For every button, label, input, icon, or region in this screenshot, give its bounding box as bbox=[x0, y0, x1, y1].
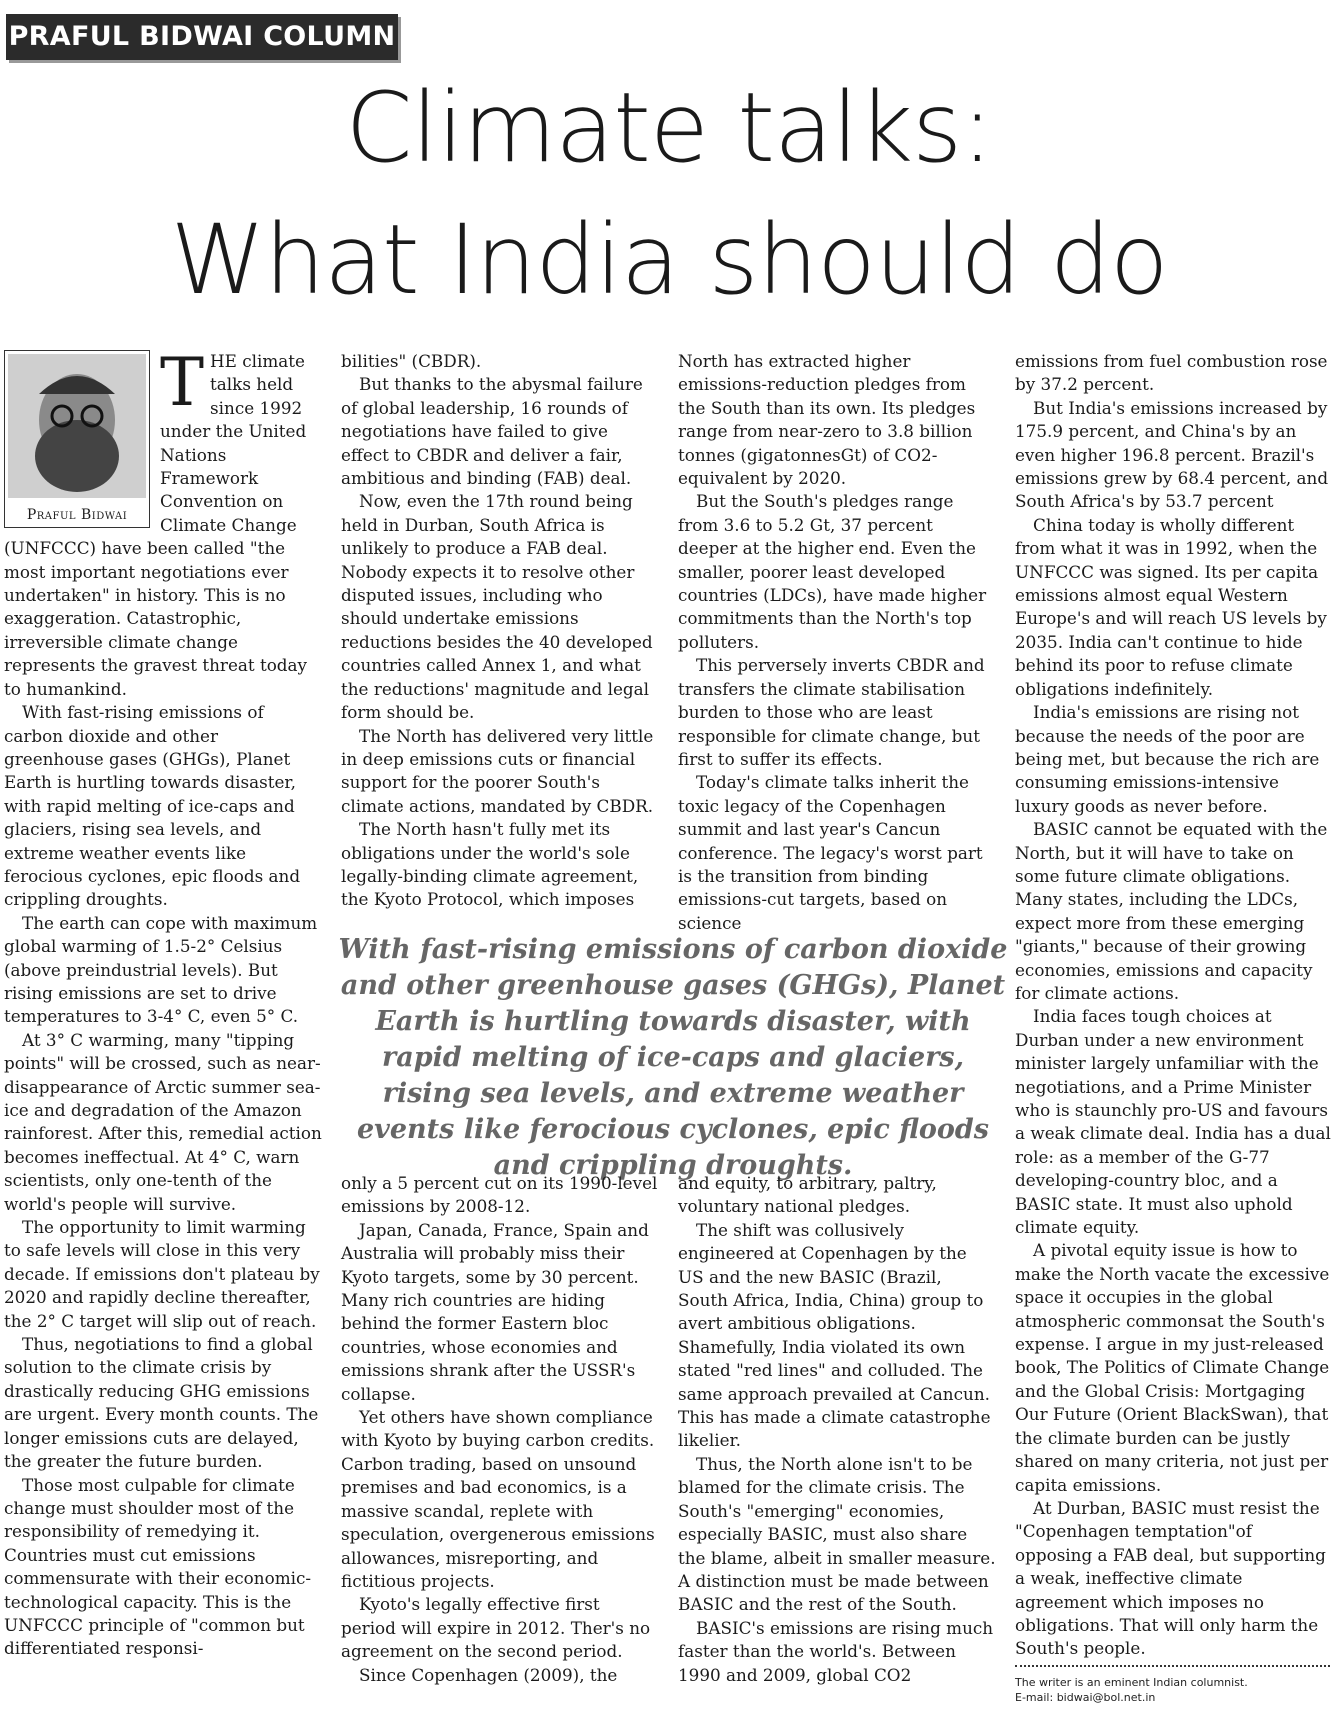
paragraph: Thus, the North alone isn't to be blamed for the climate crisis. The South's "emerging" economies, especially BASIC, must also share the blame, albeit in smaller measure. A distinction must be made between BASIC and the rest of the South. bbox=[678, 1453, 996, 1615]
column-1-paragraphs bbox=[4, 701, 322, 1661]
footnote-line-1: The writer is an eminent Indian columnist. bbox=[1015, 1676, 1248, 1689]
paragraph: But thanks to the abysmal failure of global leadership, 16 rounds of negotiations have failed to give effect to CBDR and deliver a fair, ambitious and binding (FAB) deal. bbox=[341, 374, 643, 489]
drop-cap: T bbox=[160, 344, 205, 421]
paragraph: only a 5 percent cut on its 1990-level emissions by 2008-12. bbox=[341, 1173, 658, 1217]
paragraph: The earth can cope with maximum global warming of 1.5-2° Celsius (above preindustrial levels). But rising emissions are set to drive temperatures to 3-4° C, even 5° C. bbox=[4, 912, 318, 1027]
paragraph: Those most culpable for climate change must shoulder most of the responsibility of remedying it. Countries must cut emissions commensurate with their economic-technological capacity. This is the UNFCCC principle of "common but differentiated responsi- bbox=[4, 1474, 312, 1659]
paragraph: A pivotal equity issue is how to make the North vacate the excessive space it occupies in the global atmospheric commonsat the South's expense. I argue in my just-released book, The Politics of Climate Change and the Global Crisis: Mortgaging Our Future (Orient BlackSwan), that the climate burden can be justly shared on many criteria, not just per capita emissions. bbox=[1015, 1240, 1330, 1495]
column-1 bbox=[4, 344, 322, 1715]
paragraph: With fast-rising emissions of carbon dioxide and other greenhouse gases (GHGs), Planet Earth is hurtling towards disaster, with rapid melting of ice-caps and glaciers, rising sea levels, and extreme weather events like ferocious cyclones, epic floods and crippling droughts. bbox=[4, 702, 301, 910]
column-2-top bbox=[341, 350, 659, 914]
photo-caption: Praful Bidwai bbox=[26, 507, 128, 524]
headline-line-2: What India should do bbox=[170, 204, 1168, 316]
column-3-top bbox=[678, 350, 996, 933]
author-portrait-icon bbox=[8, 354, 146, 498]
column-4 bbox=[1015, 350, 1333, 1659]
paragraph: BASIC's emissions are rising much faster than the world's. Between 1990 and 2009, global CO2 bbox=[678, 1617, 994, 1685]
column-2-top-paragraphs bbox=[341, 373, 659, 911]
paragraph: bilities" (CBDR). bbox=[341, 351, 482, 371]
paragraph: Today's climate talks inherit the toxic legacy of the Copenhagen summit and last year's Cancun conference. The legacy's worst part is the transition from binding emissions-cut targets, based on science bbox=[678, 772, 983, 933]
column-3-bottom bbox=[678, 1172, 996, 1715]
column-3-top-paragraphs bbox=[678, 490, 996, 935]
paragraph: Since Copenhagen (2009), the bbox=[359, 1664, 618, 1685]
paragraph: HE climate talks held since 1992 under the United Nations Framework Convention on Climate Change (UNFCCC) have been called "the most important negotiations ever undertaken" in history. This is no exaggeration. Catastrophic, irreversible climate change represents the gravest threat today to humankind. bbox=[4, 351, 308, 699]
paragraph: Thus, negotiations to find a global solution to the climate crisis by drastically reducing GHG emissions are urgent. Every month counts. The longer emissions cuts are delayed, the greater the future burden. bbox=[4, 1334, 319, 1472]
paragraph: The opportunity to limit warming to safe levels will close in this very decade. If emissions don't plateau by 2020 and rapidly decline thereafter, the 2° C target will slip out of reach. bbox=[4, 1217, 320, 1331]
footnote-email: E-mail: bidwai@bol.net.in bbox=[1015, 1691, 1156, 1704]
column-4-paragraphs bbox=[1015, 397, 1333, 1661]
paragraph: At 3° C warming, many "tipping points" will be crossed, such as near-disappearance of Arctic summer sea-ice and degradation of the Amazon rainforest. After this, remedial action becomes ineffectual. At 4° C, warn scientists, only one-tenth of the world's people will survive. bbox=[4, 1029, 322, 1214]
paragraph: emissions from fuel combustion rose by 37.2 percent. bbox=[1015, 351, 1328, 395]
column-label: PRAFUL BIDWAI COLUMN bbox=[6, 14, 398, 60]
paragraph: India's emissions are rising not because the needs of the poor are being met, but because the rich are consuming emissions-intensive luxury goods as never before. bbox=[1015, 702, 1320, 816]
paragraph: The North has delivered very little in deep emissions cuts or financial support for the poorer South's climate actions, mandated by CBDR. bbox=[341, 725, 654, 816]
paragraph: and equity, to arbitrary, paltry, voluntary national pledges. bbox=[678, 1173, 937, 1217]
paragraph: But the South's pledges range from 3.6 to 5.2 Gt, 37 percent deeper at the higher end. Even the smaller, poorer least developed countries (LDCs), have made higher commitments than the North's top polluters. bbox=[678, 491, 987, 652]
author-photo bbox=[4, 350, 150, 528]
paragraph: The North hasn't fully met its obligations under the world's sole legally-binding climate agreement, the Kyoto Protocol, which imposes bbox=[341, 819, 639, 910]
paragraph: Japan, Canada, France, Spain and Australia will probably miss their Kyoto targets, some by 30 percent. Many rich countries are hiding behind the former Eastern bloc countries, whose economies and emissions shrank after the USSR's collapse. bbox=[341, 1219, 649, 1404]
paragraph: But India's emissions increased by 175.9 percent, and China's by an even higher 196.8 percent. Brazil's emissions grew by 68.4 percent, and South Africa's by 53.7 percent bbox=[1015, 397, 1329, 512]
column-2-bottom-paragraphs bbox=[341, 1219, 659, 1687]
paragraph: At Durban, BASIC must resist the "Copenhagen temptation"of opposing a FAB deal, but supporting a weak, ineffective climate agreement which imposes no obligations. That will only harm the South's people. bbox=[1015, 1497, 1326, 1659]
paragraph: Yet others have shown compliance with Kyoto by buying carbon credits. Carbon trading, based on unsound premises and bad economics, is a massive scandal, replete with speculation, overgenerous emissions allowances, misreporting, and fictitious projects. bbox=[341, 1407, 655, 1591]
paragraph: India faces tough choices at Durban under a new environment minister largely unfamiliar with the negotiations, and a Prime Minister who is staunchly pro-US and favours a weak climate deal. India has a dual role: as a member of the G-77 developing-country bloc, and a BASIC state. It must also uphold climate equity. bbox=[1015, 1006, 1331, 1238]
column-3-bottom-paragraphs bbox=[678, 1219, 996, 1687]
paragraph: This perversely inverts CBDR and transfers the climate stabilisation burden to those who are least responsible for climate change, but first to suffer its effects. bbox=[678, 655, 985, 769]
paragraph: Now, even the 17th round being held in Durban, South Africa is unlikely to produce a FAB deal. Nobody expects it to resolve other disputed issues, including who should undertake emissions reductions besides the 40 developed countries called Annex 1, and what the reductions' magnitude and legal form should be. bbox=[341, 491, 653, 723]
paragraph: BASIC cannot be equated with the North, but it will have to take on some future climate obligations. Many states, including the LDCs, expect more from these emerging "giants," because of their growing economies, emissions and capacity for climate actions. bbox=[1015, 819, 1328, 1003]
footnote bbox=[1015, 1665, 1330, 1705]
paragraph: The shift was collusively engineered at Copenhagen by the US and the new BASIC (Brazil, South Africa, India, China) group to avert ambitious obligations. Shamefully, India violated its own stated "red lines" and colluded. The same approach prevailed at Cancun. This has made a climate catastrophe likelier. bbox=[678, 1219, 991, 1451]
paragraph: North has extracted higher emissions-reduction pledges from the South than its own. Its pledges range from near-zero to 3.8 billion tonnes (gigatonnesGt) of CO2-equivalent by 2020. bbox=[678, 351, 976, 489]
column-2-bottom bbox=[341, 1172, 659, 1715]
paragraph: Kyoto's legally effective first period will expire in 2012. Ther's no agreement on the second period. bbox=[341, 1594, 651, 1662]
paragraph: China today is wholly different from what it was in 1992, when the UNFCCC was signed. Its per capita emissions almost equal Western Europe's and will reach US levels by 2035. India can't continue to hide behind its poor to refuse climate obligations indefinitely. bbox=[1015, 514, 1327, 699]
headline-line-1: Climate talks: bbox=[345, 72, 993, 184]
pull-quote: With fast-rising emissions of carbon dioxide and other greenhouse gases (GHGs), Planet Earth is hurtling towards disaster, with rapid melting of ice-caps and glaciers, rising sea levels, and extreme weather events like ferocious cyclones, epic floods and crippling droughts. bbox=[338, 934, 1008, 1181]
